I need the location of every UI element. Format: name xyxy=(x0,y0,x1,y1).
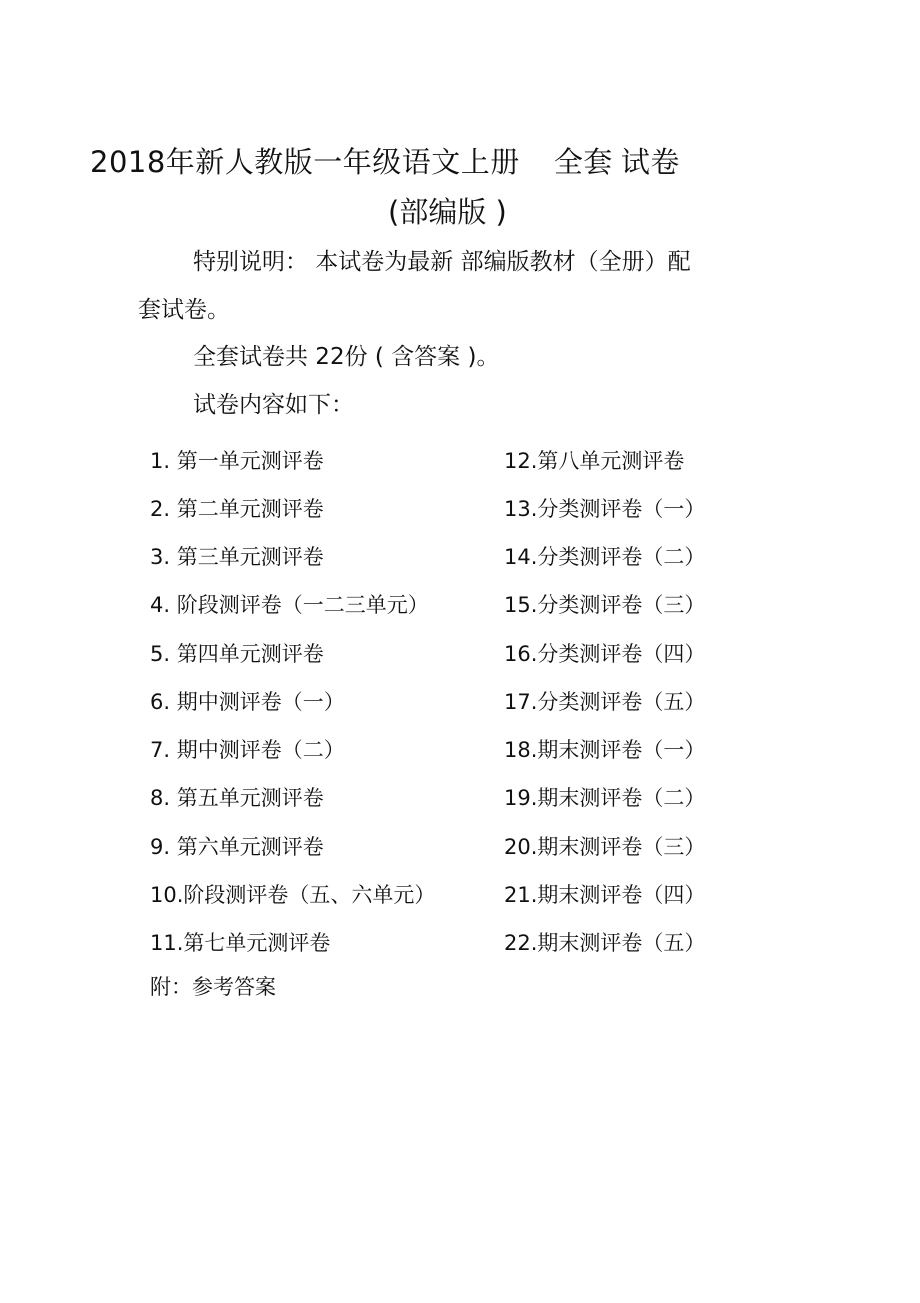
title-set: 全套 xyxy=(553,145,613,179)
list-item: 10.阶段测评卷（五、六单元） xyxy=(150,883,436,907)
count-line: 全套试卷共 22份 ( 含答案 )。 xyxy=(193,344,500,370)
list-item: 4. 阶段测评卷（一二三单元） xyxy=(150,593,429,617)
list-item: 16.分类测评卷（四） xyxy=(504,642,706,666)
list-item: 12.第八单元测评卷 xyxy=(504,449,685,473)
list-item: 9. 第六单元测评卷 xyxy=(150,835,324,859)
list-item: 17.分类测评卷（五） xyxy=(504,690,706,714)
note-line-1: 特别说明： 本试卷为最新 部编版教材（全册）配 xyxy=(193,249,691,275)
title-main: 2018年新人教版一年级语文上册 xyxy=(90,145,520,179)
document-title xyxy=(90,142,680,182)
list-item: 1. 第一单元测评卷 xyxy=(150,449,324,473)
list-item: 20.期末测评卷（三） xyxy=(504,835,706,859)
document-subtitle: (部编版 ) xyxy=(388,195,507,229)
list-item: 7. 期中测评卷（二） xyxy=(150,738,345,762)
list-item: 6. 期中测评卷（一） xyxy=(150,690,345,714)
contents-heading: 试卷内容如下： xyxy=(193,392,354,418)
list-item: 22.期末测评卷（五） xyxy=(504,931,706,955)
list-item: 11.第七单元测评卷 xyxy=(150,931,331,955)
list-item: 14.分类测评卷（二） xyxy=(504,545,706,569)
list-item: 18.期末测评卷（一） xyxy=(504,738,706,762)
list-item: 2. 第二单元测评卷 xyxy=(150,497,324,521)
list-item: 5. 第四单元测评卷 xyxy=(150,642,324,666)
list-item: 21.期末测评卷（四） xyxy=(504,883,706,907)
list-item: 15.分类测评卷（三） xyxy=(504,593,706,617)
title-exam: 试卷 xyxy=(620,145,680,179)
list-item: 19.期末测评卷（二） xyxy=(504,786,706,810)
answer-key-note: 附：参考答案 xyxy=(150,975,276,999)
list-item: 13.分类测评卷（一） xyxy=(504,497,706,521)
note-line-2: 套试卷。 xyxy=(138,297,230,323)
list-item: 8. 第五单元测评卷 xyxy=(150,786,324,810)
list-item: 3. 第三单元测评卷 xyxy=(150,545,324,569)
